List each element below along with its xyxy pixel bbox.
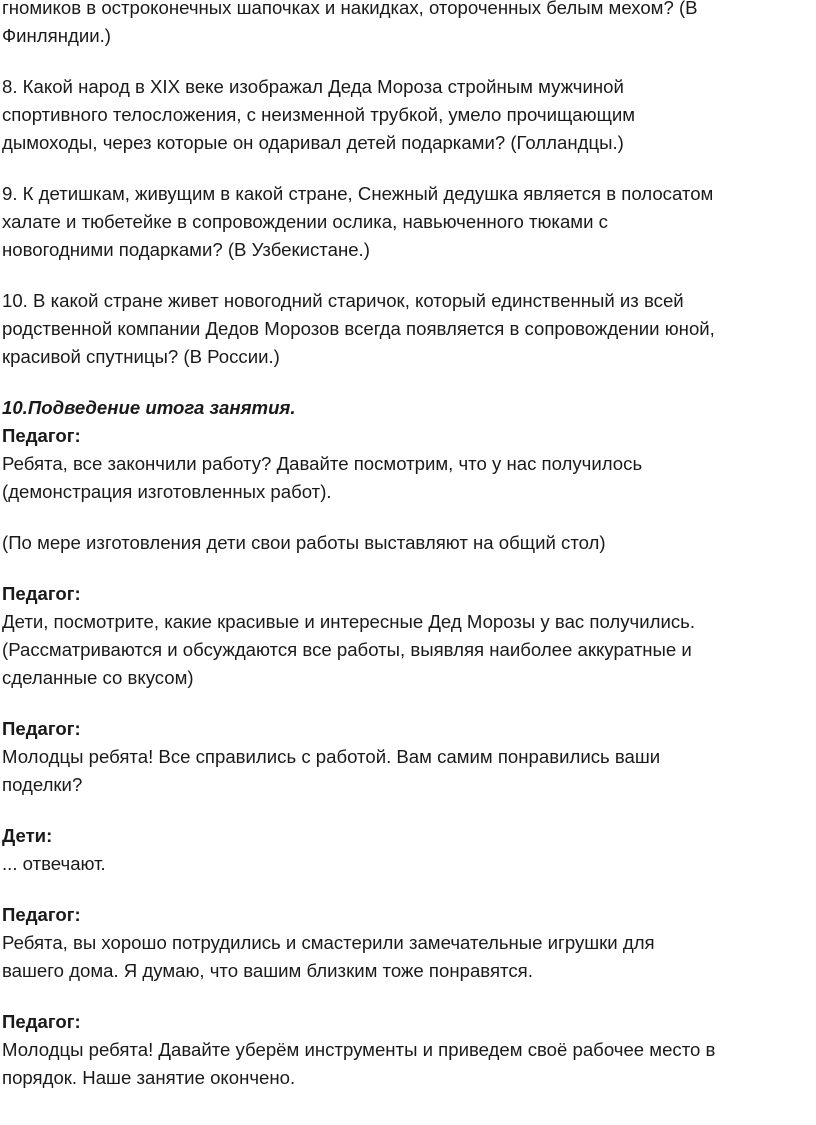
text-line: Ребята, вы хорошо потрудились и смастерили замечательные игрушки для <box>2 932 655 953</box>
text-line: дымоходы, через которые он одаривал детей подарками? (Голландцы.) <box>2 132 624 153</box>
text-line: Молодцы ребята! Давайте уберём инструменты и приведем своё рабочее место в <box>2 1039 716 1060</box>
text-line: спортивного телосложения, с неизменной трубкой, умело прочищающим <box>2 104 636 125</box>
text-line: халате и тюбетейке в сопровождении ослика, навьюченного тюками с <box>2 211 608 232</box>
question-10 <box>2 287 808 371</box>
text-line: 8. Какой народ в XIX веке изображал Деда Мороза стройным мужчиной <box>2 76 624 97</box>
dialog-block-children <box>2 822 808 878</box>
speaker-label: Дети: <box>2 825 53 846</box>
document-page <box>2 0 808 1092</box>
text-line: Финляндии.) <box>2 25 111 46</box>
question-8 <box>2 73 808 157</box>
text-line: Молодцы ребята! Все справились с работой. Вам самим понравились ваши <box>2 746 661 767</box>
text-line: новогодними подарками? (В Узбекистане.) <box>2 239 370 260</box>
text-line: вашего дома. Я думаю, что вашим близким тоже понравятся. <box>2 960 533 981</box>
stage-note: (По мере изготовления дети свои работы выставляют на общий стол) <box>2 532 606 553</box>
text-line: гномиков в остроконечных шапочках и накидках, отороченных белым мехом? (В <box>2 0 698 18</box>
question-9 <box>2 180 808 264</box>
speaker-label: Педагог: <box>2 583 81 604</box>
text-line: порядок. Наше занятие окончено. <box>2 1067 296 1088</box>
dialog-block-teacher-4 <box>2 901 808 985</box>
speaker-label: Педагог: <box>2 425 81 446</box>
speaker-label: Педагог: <box>2 1011 81 1032</box>
text-line: (Рассматриваются и обсуждаются все работы, выявляя наиболее аккуратные и <box>2 639 692 660</box>
dialog-block-teacher-2 <box>2 580 808 692</box>
text-line: (демонстрация изготовленных работ). <box>2 481 332 502</box>
dialog-block-teacher-5 <box>2 1008 808 1092</box>
section-heading: 10.Подведение итога занятия. <box>2 397 296 418</box>
speaker-label: Педагог: <box>2 718 81 739</box>
dialog-block-teacher-3 <box>2 715 808 799</box>
text-line: Дети, посмотрите, какие красивые и интересные Дед Морозы у вас получились. <box>2 611 695 632</box>
speaker-label: Педагог: <box>2 904 81 925</box>
text-line: 10. В какой стране живет новогодний старичок, который единственный из всей <box>2 290 684 311</box>
text-line: поделки? <box>2 774 83 795</box>
text-line: ... отвечают. <box>2 853 106 874</box>
dialog-block-teacher-1 <box>2 422 808 506</box>
text-line: родственной компании Дедов Морозов всегда появляется в сопровождении юной, <box>2 318 715 339</box>
question-7-continuation <box>2 0 808 50</box>
text-line: сделанные со вкусом) <box>2 667 194 688</box>
text-line: красивой спутницы? (В России.) <box>2 346 280 367</box>
text-line: 9. К детишкам, живущим в какой стране, Снежный дедушка является в полосатом <box>2 183 714 204</box>
text-line: Ребята, все закончили работу? Давайте посмотрим, что у нас получилось <box>2 453 643 474</box>
